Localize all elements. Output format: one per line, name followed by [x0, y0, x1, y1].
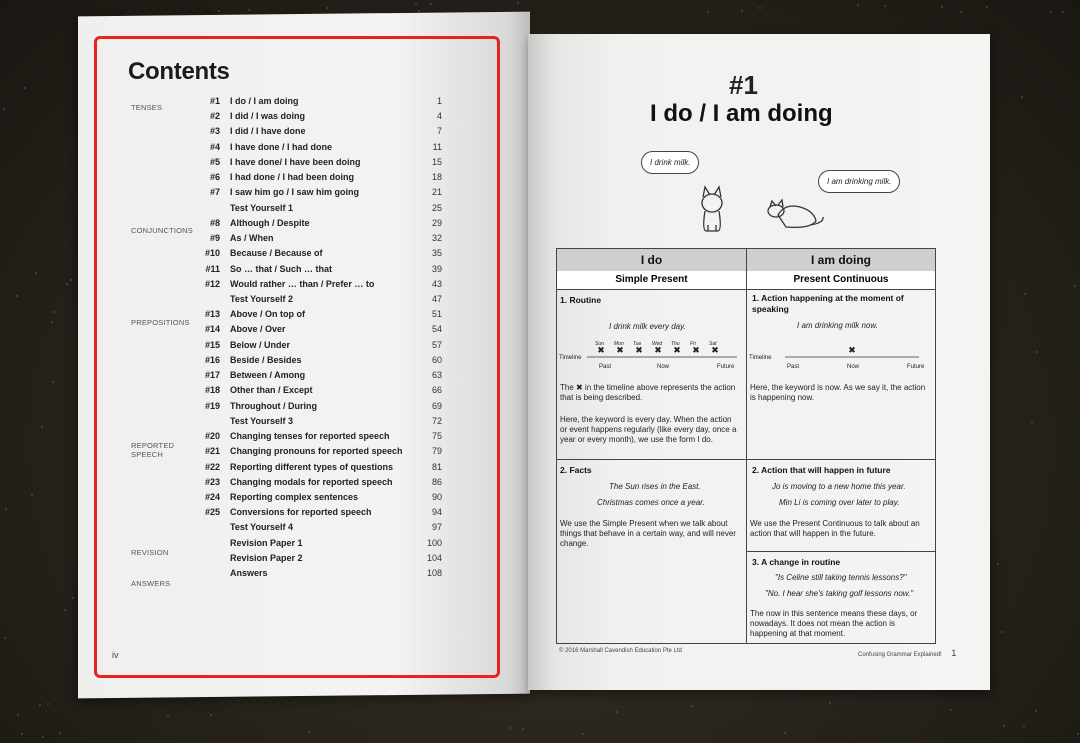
now-mark: ✖: [848, 346, 856, 356]
future-heading: 2. Action that will happen in future: [752, 465, 891, 475]
toc-entry-page: 66: [431, 385, 442, 396]
row-divider-2: [747, 551, 935, 552]
speech-bubble-right: [818, 170, 900, 193]
toc-entry-title: Reporting different types of questions: [230, 461, 394, 472]
col2-subheader: Present Continuous: [747, 271, 935, 290]
past-label-left: Past: [599, 364, 612, 370]
toc-entry-title: Would rather … than / Prefer … to: [230, 278, 375, 289]
toc-entry-title: I have done / I had done: [230, 141, 333, 152]
toc-entry[interactable]: [200, 538, 442, 552]
toc-entry-title: Changing pronouns for reported speech: [230, 446, 403, 457]
toc-entry[interactable]: [200, 522, 442, 536]
table-speck: [784, 732, 786, 734]
col1-subheader: Simple Present: [557, 271, 746, 290]
timeline-x-mark: ✖: [635, 346, 643, 356]
toc-entry-page: 54: [431, 324, 442, 335]
left-page-number: iv: [112, 650, 119, 660]
toc-entry[interactable]: [200, 477, 442, 491]
toc-entry-number: #9: [209, 233, 220, 244]
grammar-table: [556, 248, 936, 644]
toc-entry-page: 104: [426, 552, 442, 563]
weekday-label: Sun: [595, 341, 604, 347]
toc-entry-number: #13: [204, 309, 220, 320]
keyword-note-now: Here, the keyword is now. As we say it, the action is happening now.: [750, 383, 926, 402]
moment-example: I am drinking milk now.: [797, 321, 878, 330]
toc-entry-title: Below / Under: [230, 339, 291, 350]
table-speck: [24, 87, 26, 89]
table-speck: [960, 11, 962, 13]
table-speck: [42, 736, 44, 738]
cat-illustration: [690, 175, 830, 240]
toc-entry[interactable]: [200, 553, 442, 567]
table-speck: [47, 703, 49, 705]
weekday-label: Wed: [652, 341, 663, 347]
toc-entry-page: 32: [431, 233, 442, 244]
toc-entry[interactable]: [200, 431, 442, 445]
table-speck: [16, 295, 18, 297]
toc-entry-title: Throughout / During: [230, 400, 317, 411]
timeline-x-mark: ✖: [654, 346, 662, 356]
toc-entry-title: I did / I have done: [230, 126, 306, 137]
facts-example-2: Christmas comes once a year.: [597, 498, 705, 507]
unit-title: I do / I am doing: [650, 100, 833, 127]
toc-entry-title: Revision Paper 1: [230, 537, 303, 548]
toc-entry-title: Other than / Except: [230, 385, 313, 396]
toc-entry[interactable]: [200, 401, 442, 415]
toc-entry[interactable]: [200, 462, 442, 476]
toc-entry-number: #21: [204, 446, 220, 457]
toc-entry[interactable]: [200, 385, 442, 399]
table-speck: [415, 3, 417, 5]
toc-entry-page: 11: [432, 141, 442, 152]
table-speck: [986, 6, 988, 8]
toc-entry-page: 25: [431, 202, 442, 213]
toc-entry-title: So … that / Such … that: [230, 263, 333, 274]
toc-entry-title: Revision Paper 2: [230, 552, 303, 563]
toc-entry[interactable]: [200, 111, 442, 125]
toc-entry-title: Test Yourself 4: [230, 522, 294, 533]
change-heading: 3. A change in routine: [752, 557, 841, 567]
past-label-right: Past: [787, 364, 800, 370]
toc-entry-number: #7: [209, 187, 220, 198]
toc-entry-number: #17: [204, 370, 220, 381]
table-speck: [1035, 710, 1037, 712]
change-example-2: "No. I hear she's taking golf lessons now.": [765, 589, 914, 598]
toc-entry[interactable]: [200, 203, 442, 217]
toc-entry-title: Reporting complex sentences: [230, 491, 359, 502]
toc-entry-number: #3: [209, 126, 220, 137]
section-label: REPORTED SPEECH: [131, 440, 175, 459]
table-speck: [1077, 733, 1079, 735]
toc-entry-number: #14: [204, 324, 220, 335]
toc-entry-page: 69: [431, 400, 442, 411]
toc-entry[interactable]: [200, 294, 442, 308]
timeline-x-mark: ✖: [673, 346, 681, 356]
toc-entry-page: 39: [431, 263, 442, 274]
col1-header: I do: [557, 249, 746, 271]
table-speck: [21, 733, 23, 735]
toc-entry-number: #18: [204, 385, 220, 396]
toc-entry-page: 94: [431, 507, 442, 518]
routine-example: I drink milk every day.: [609, 322, 686, 331]
toc-entry[interactable]: [200, 340, 442, 354]
col2-header: I am doing: [747, 249, 935, 271]
toc-entry[interactable]: [200, 446, 442, 460]
table-speck: [857, 4, 859, 6]
table-speck: [248, 9, 250, 11]
toc-entry-number: #22: [204, 461, 220, 472]
facts-heading: 2. Facts: [560, 465, 592, 475]
toc-entry-title: Test Yourself 2: [230, 293, 294, 304]
toc-entry[interactable]: [200, 233, 442, 247]
toc-entry-page: 7: [436, 126, 442, 137]
book-title-footer: [858, 648, 956, 658]
toc-entry-title: Conversions for reported speech: [230, 507, 372, 518]
table-speck: [59, 732, 61, 734]
toc-entry-page: 4: [436, 111, 442, 122]
future-example-2: Min Li is coming over later to play.: [779, 498, 900, 507]
column-divider: [746, 249, 747, 643]
bubble-left-text: I drink milk.: [650, 158, 691, 167]
toc-entry-title: Beside / Besides: [230, 354, 302, 365]
toc-entry[interactable]: [200, 507, 442, 521]
toc-entry-title: Above / Over: [230, 324, 286, 335]
now-label-left: Now: [657, 364, 670, 370]
table-speck: [997, 563, 999, 565]
toc-entry-page: 47: [431, 293, 442, 304]
toc-entry-number: #16: [204, 354, 220, 365]
timeline-x-mark: ✖: [616, 346, 624, 356]
bubble-right-text: I am drinking milk.: [827, 177, 892, 186]
toc-entry[interactable]: [200, 218, 442, 232]
row-divider-1: [557, 459, 935, 460]
keyword-note-every-day: Here, the keyword is every day. When the action or event happens regularly (like every day, once a year or every month), we use the form I do.: [560, 415, 737, 444]
section-label: CONJUNCTIONS: [131, 225, 193, 235]
weekday-label: Mon: [614, 341, 624, 347]
future-note: We use the Present Continuous to talk about an action that will happen in the future.: [750, 519, 920, 538]
contents-heading: Contents: [128, 58, 230, 85]
toc-entry[interactable]: [200, 264, 442, 278]
toc-entry-title: I saw him go / I saw him going: [230, 187, 360, 198]
routine-heading: 1. Routine: [560, 295, 602, 305]
timeline-note: The ✖ in the timeline above represents the action that is being described.: [560, 383, 736, 402]
toc-entry-title: Answers: [230, 568, 268, 579]
weekday-label: Sat: [709, 341, 717, 347]
toc-entry[interactable]: [200, 355, 442, 369]
toc-entry-page: 108: [426, 568, 442, 579]
toc-entry-title: As / When: [230, 233, 274, 244]
toc-entry-number: #6: [209, 172, 220, 183]
table-speck: [1021, 96, 1023, 98]
toc-entry[interactable]: [200, 492, 442, 506]
table-speck: [509, 727, 511, 729]
toc-entry-page: 75: [431, 431, 442, 442]
toc-entry-number: #20: [204, 431, 220, 442]
facts-note: We use the Simple Present when we talk about things that behave in a certain way, and will never change.: [560, 519, 736, 548]
table-speck: [522, 728, 524, 730]
toc-entry-number: #19: [204, 400, 220, 411]
toc-entry-page: 79: [431, 446, 442, 457]
table-speck: [308, 731, 310, 733]
toc-entry-page: 35: [431, 248, 442, 259]
future-label-left: Future: [717, 364, 735, 370]
section-label: PREPOSITIONS: [131, 317, 190, 327]
table-speck: [707, 11, 709, 13]
toc-entry[interactable]: [200, 172, 442, 186]
toc-entry-page: 97: [431, 522, 442, 533]
toc-entry-page: 15: [431, 156, 442, 167]
table-speck: [616, 711, 618, 713]
toc-entry-title: Although / Despite: [230, 217, 310, 228]
toc-entry-number: #11: [205, 263, 220, 274]
toc-entry-page: 43: [431, 278, 442, 289]
table-speck: [1023, 725, 1025, 727]
toc-entry-page: 21: [431, 187, 442, 198]
toc-entry-page: 1: [436, 96, 442, 106]
timeline-label-left: Timeline: [559, 355, 582, 361]
section-label: ANSWERS: [131, 578, 171, 588]
weekday-label: Thu: [671, 341, 680, 347]
timeline-label-right: Timeline: [749, 355, 772, 361]
future-example-1: Jo is moving to a new home this year.: [772, 482, 906, 491]
toc-entry-number: #1: [209, 96, 220, 106]
toc-entry[interactable]: [200, 248, 442, 262]
timeline-x-mark: ✖: [692, 346, 700, 356]
toc-entry-page: 29: [431, 217, 442, 228]
toc-entry-title: Because / Because of: [230, 248, 323, 259]
toc-entry-title: Changing modals for reported speech: [230, 476, 393, 487]
toc-entry-number: #24: [204, 491, 220, 502]
toc-entry-page: 100: [426, 537, 442, 548]
toc-entry-page: 18: [431, 172, 442, 183]
toc-entry[interactable]: [200, 568, 442, 582]
facts-example-1: The Sun rises in the East.: [609, 482, 701, 491]
toc-entry-title: Test Yourself 1: [230, 202, 294, 213]
moment-heading: 1. Action happening at the moment of speaking: [752, 293, 904, 314]
section-label: TENSES: [131, 103, 163, 112]
toc-entry-page: 86: [431, 476, 442, 487]
table-speck: [72, 597, 74, 599]
change-note: The now in this sentence means these days, or nowadays. It does not mean the action is happening at that moment.: [750, 609, 918, 638]
toc-entry-title: I do / I am doing: [230, 96, 299, 106]
toc-entry[interactable]: [200, 279, 442, 293]
toc-entry-page: 63: [431, 370, 442, 381]
weekday-label: Fri: [690, 341, 696, 347]
toc-entry-title: I had done / I had been doing: [230, 172, 355, 183]
future-label-right: Future: [907, 364, 925, 370]
toc-entry-page: 72: [431, 415, 442, 426]
table-speck: [31, 494, 33, 496]
toc-entry-page: 51: [431, 309, 442, 320]
copyright-footer: © 2016 Marshall Cavendish Education Pte Ltd: [559, 648, 682, 654]
toc-entry-page: 81: [431, 461, 442, 472]
toc-entry-number: #8: [209, 217, 220, 228]
change-example-1: "Is Celine still taking tennis lessons?": [775, 573, 907, 582]
timeline-x-mark: ✖: [597, 346, 605, 356]
toc-entry[interactable]: [200, 324, 442, 338]
toc-entry-page: 60: [431, 354, 442, 365]
toc-entry-title: Above / On top of: [230, 309, 305, 320]
toc-entry-title: I did / I was doing: [230, 111, 306, 122]
toc-entry[interactable]: [200, 370, 442, 384]
toc-entry-number: #25: [204, 507, 220, 518]
toc-entry-title: Test Yourself 3: [230, 415, 294, 426]
toc-entry-title: Changing tenses for reported speech: [230, 431, 390, 442]
table-speck: [941, 6, 943, 8]
toc-entry[interactable]: [200, 142, 442, 156]
toc-entry-number: #10: [204, 248, 220, 259]
unit-number: #1: [729, 70, 758, 100]
toc-entry-number: #15: [204, 339, 220, 350]
speech-bubble-left: [641, 151, 699, 174]
toc-entry-number: #4: [209, 141, 220, 152]
toc-entry-number: #2: [209, 111, 220, 122]
table-speck: [1036, 351, 1038, 353]
table-speck: [1003, 725, 1005, 727]
book-title: Confusing Grammar Explained!: [858, 652, 942, 658]
toc-entry-title: I have done/ I have been doing: [230, 156, 361, 167]
toc-entry[interactable]: [200, 187, 442, 201]
toc-entry-number: #5: [209, 156, 220, 167]
toc-entry[interactable]: [200, 126, 442, 140]
weekday-label: Tue: [633, 341, 642, 347]
now-label-right: Now: [847, 364, 860, 370]
toc-entry-page: 57: [431, 339, 442, 350]
toc-entry[interactable]: [200, 157, 442, 171]
toc-entry-title: Between / Among: [230, 370, 306, 381]
section-label: REVISION: [131, 548, 169, 558]
right-page-number: 1: [951, 648, 957, 658]
timeline-x-mark: ✖: [711, 346, 719, 356]
toc-entry-number: #23: [204, 476, 220, 487]
toc-entry-number: #12: [204, 278, 220, 289]
toc-entry-page: 90: [431, 491, 442, 502]
toc-entry[interactable]: [200, 309, 442, 323]
toc-entry[interactable]: [200, 416, 442, 430]
toc-entry[interactable]: [200, 96, 442, 110]
